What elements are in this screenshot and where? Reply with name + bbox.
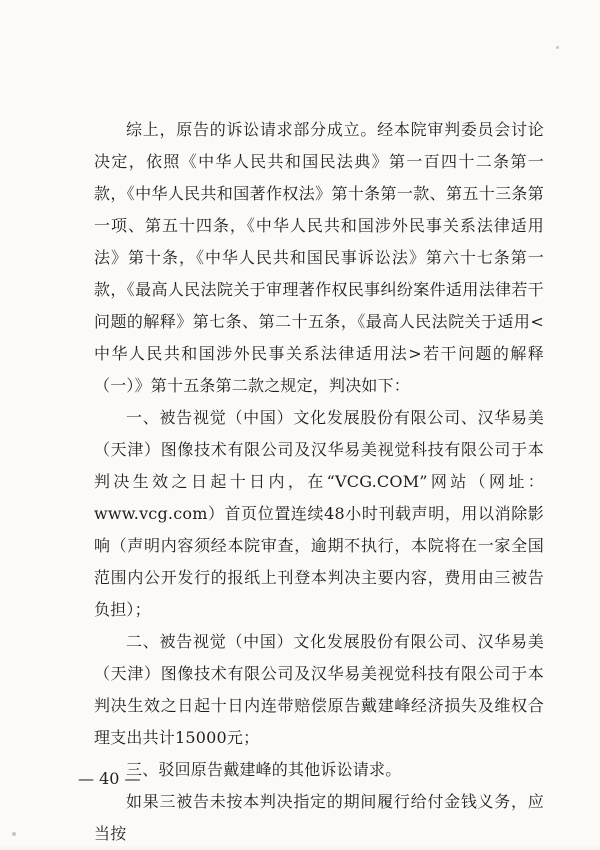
judgment-text	[94, 114, 544, 850]
paragraph-judgment-item-3: 三、驳回原告戴建峰的其他诉讼请求。	[126, 760, 402, 779]
paragraph-judgment-item-2: 二、被告视觉（中国）文化发展股份有限公司、汉华易美（天津）图像技术有限公司及汉华易美视觉科技有限公司于本判决生效之日起十日内连带赔偿原告戴建峰经济损失及维权合理支出共计15000元；	[94, 632, 544, 747]
page-number: — 40 —	[78, 769, 141, 788]
paragraph-conclusion: 综上，原告的诉讼请求部分成立。经本院审判委员会讨论决定，依照《中华人民共和国民法典》第一百四十二条第一款，《中华人民共和国著作权法》第十条第一款、第五十三条第一项、第五十四条，《中华人民共和国涉外民事关系法律适用法》第十条，《中华人民共和国民事诉讼法》第六十七条第一款，《最高人民法院关于审理著作权民事纠纷案件适用法律若干问题的解释》第七条、第二十五条，《最高人民法院关于适用<中华人民共和国涉外民事关系法律适用法>若干问题的解释（一）》第十五条第二款之规定，判决如下：	[94, 120, 544, 395]
scan-speck	[556, 46, 559, 49]
paragraph-judgment-item-1: 一、被告视觉（中国）文化发展股份有限公司、汉华易美（天津）图像技术有限公司及汉华易美视觉科技有限公司于本判决生效之日起十日内，在“VCG.COM”网站（网址：www.vcg.com）首页位置连续48小时刊载声明，用以消除影响（声明内容须经本院审查，逾期不执行，本院将在一家全国范围内公开发行的报纸上刊登本判决主要内容，费用由三被告负担）；	[94, 408, 544, 619]
scan-speck	[12, 832, 16, 836]
paragraph-payment-obligation: 如果三被告未按本判决指定的期间履行给付金钱义务，应当按	[94, 792, 544, 843]
